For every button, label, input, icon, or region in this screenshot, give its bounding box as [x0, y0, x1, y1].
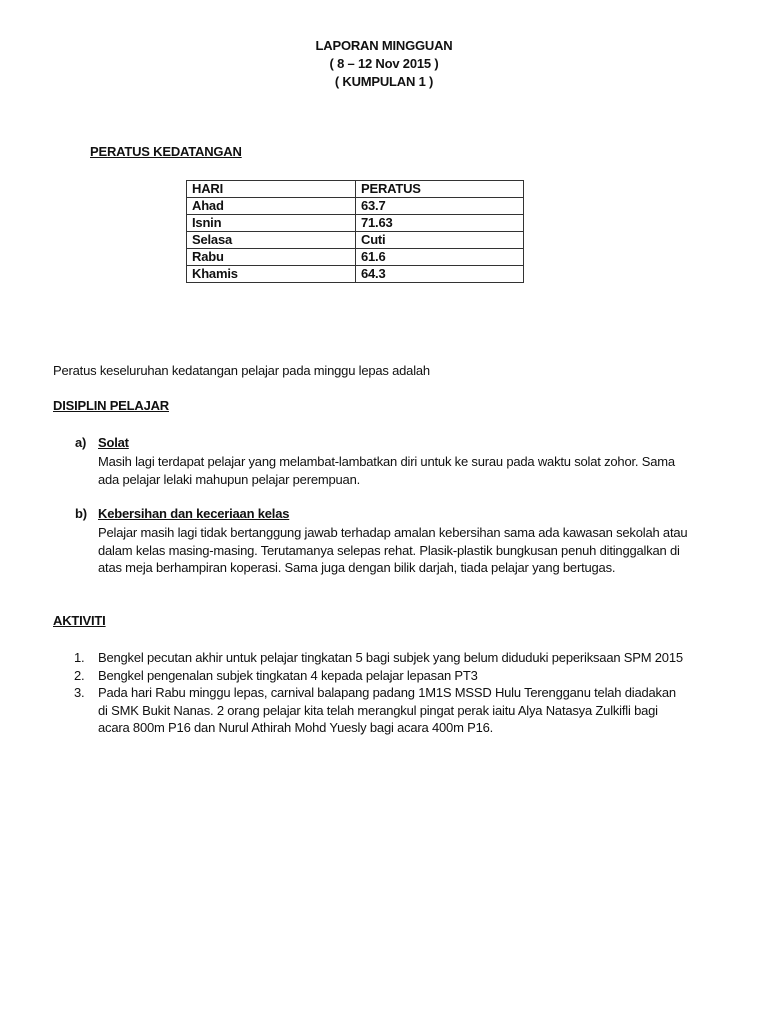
- activities-list: [53, 649, 703, 737]
- attendance-section-title: PERATUS KEDATANGAN: [90, 144, 242, 159]
- table-cell-day: Isnin: [187, 215, 356, 232]
- table-cell-percent: 63.7: [356, 198, 524, 215]
- list-item-text: Bengkel pengenalan subjek tingkatan 4 kepada pelajar lepasan PT3: [98, 667, 478, 683]
- table-row: [187, 266, 524, 283]
- item-title: Kebersihan dan keceriaan kelas: [98, 506, 290, 521]
- activities-section-title: AKTIVITI: [53, 613, 106, 628]
- report-title: LAPORAN MINGGUAN: [315, 38, 453, 53]
- attendance-table: [186, 180, 524, 283]
- report-group: ( KUMPULAN 1 ): [334, 74, 434, 89]
- table-row: [187, 249, 524, 266]
- report-date-range: ( 8 – 12 Nov 2015 ): [329, 56, 439, 71]
- table-cell-percent: Cuti: [356, 232, 524, 249]
- list-number: 2.: [74, 667, 85, 683]
- table-cell-percent: 71.63: [356, 215, 524, 232]
- overall-attendance-text: Peratus keseluruhan kedatangan pelajar pada minggu lepas adalah: [53, 363, 430, 378]
- item-body: Masih lagi terdapat pelajar yang melambat-lambatkan diri untuk ke surau pada waktu solat zohor. Sama ada pelajar lelaki mahupun pelajar perempuan.: [98, 454, 675, 487]
- report-header: [0, 37, 768, 91]
- list-item-text: Pada hari Rabu minggu lepas, carnival balapang padang 1M1S MSSD Hulu Terengganu telah diadakan di SMK Bukit Nanas. 2 orang pelajar kita telah merangkul pingat perak iaitu Alya Natasya Zulkifli bagi acara 800m P16 dan Nurul Athirah Mohd Yuesly bagi acara 400m P16.: [98, 685, 676, 735]
- table-row: [187, 232, 524, 249]
- table-cell-day: Selasa: [187, 232, 356, 249]
- discipline-section-title: DISIPLIN PELAJAR: [53, 398, 169, 413]
- list-item: [53, 684, 688, 737]
- item-body: Pelajar masih lagi tidak bertanggung jawab terhadap amalan kebersihan sama ada kawasan sekolah atau dalam kelas masing-masing. Terutamanya selepas rehat. Plasik-plastik bungkusan penuh ditinggalkan di atas meja berhampiran koperasi. Sama juga dengan bilik darjah, tiada pelajar yang bertugas.: [98, 525, 688, 575]
- table-header-row: [187, 181, 524, 198]
- table-cell-day: Rabu: [187, 249, 356, 266]
- table-cell-day: Ahad: [187, 198, 356, 215]
- list-item: [53, 667, 688, 685]
- item-marker: a): [75, 435, 87, 450]
- table-cell-day: Khamis: [187, 266, 356, 283]
- item-title: Solat: [98, 435, 129, 450]
- table-row: [187, 215, 524, 232]
- table-cell-percent: 61.6: [356, 249, 524, 266]
- column-header-day: HARI: [187, 181, 356, 198]
- list-item: [53, 649, 688, 667]
- list-item-text: Bengkel pecutan akhir untuk pelajar tingkatan 5 bagi subjek yang belum diduduki peperiksaan SPM 2015: [98, 650, 683, 665]
- item-marker: b): [75, 506, 87, 521]
- table-row: [187, 198, 524, 215]
- table-cell-percent: 64.3: [356, 266, 524, 283]
- column-header-percent: PERATUS: [356, 181, 524, 198]
- list-number: 3.: [74, 685, 85, 700]
- list-number: 1.: [74, 650, 85, 665]
